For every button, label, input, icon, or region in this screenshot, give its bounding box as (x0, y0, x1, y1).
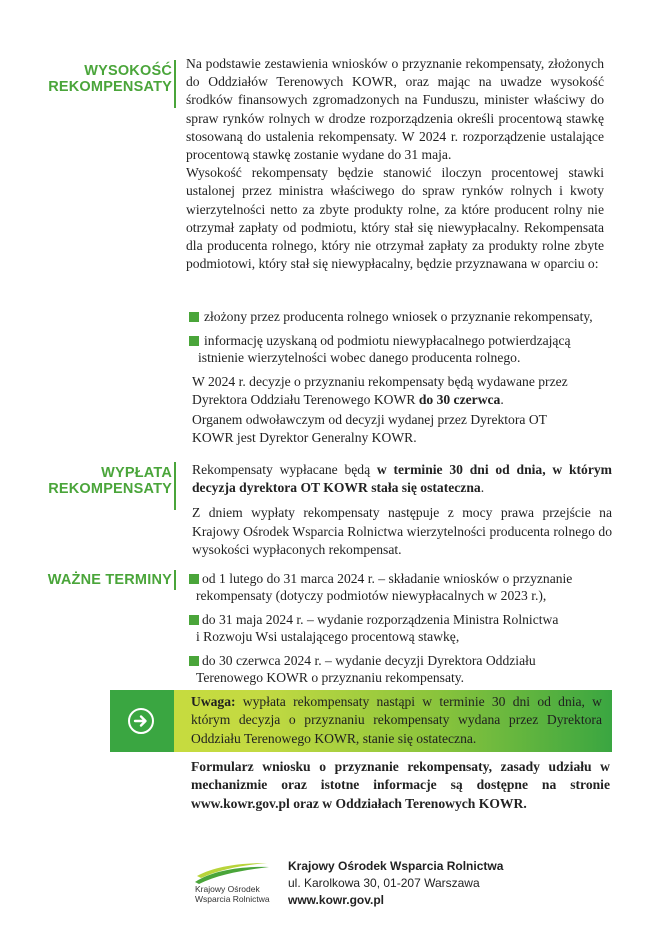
decision-text: W 2024 r. decyzje o przyznaniu rekompensaty będą wydawane przez Dyrektora Oddziału Terenowego KOWR do 30 czerwca. (192, 374, 568, 407)
arrow-right-circle-icon (128, 708, 154, 734)
list-item: informację uzyskaną od podmiotu niewypłacalnego potwierdzającą (189, 332, 571, 350)
square-bullet-icon (189, 615, 199, 625)
list-item-continuation: rekompensaty (dotyczy podmiotów niewypłacalnych w 2023 r.), (196, 588, 547, 603)
section-body-wyplata (192, 461, 612, 559)
section-label-line1: WYSOKOŚĆ (84, 63, 172, 79)
square-bullet-icon (189, 336, 199, 346)
list-item: złożony przez producenta rolnego wniosek o przyznanie rekompensaty, (189, 308, 593, 326)
section-label-terminy: WAŻNE TERMINY (47, 572, 172, 588)
square-bullet-icon (189, 312, 199, 322)
section-divider (174, 462, 176, 510)
list-item-continuation: Terenowego KOWR o przyznaniu rekompensaty. (196, 670, 465, 685)
section-label-line2: REKOMPENSATY (48, 79, 172, 95)
list-item-continuation: istnienie wierzytelności wobec danego producenta rolnego. (198, 350, 521, 365)
appeal-text: Organem odwoławczym od decyzji wydanej przez Dyrektora OT KOWR jest Dyrektor Generalny KOWR. (192, 412, 547, 445)
address: ul. Karolkowa 30, 01-207 Warszawa (288, 876, 480, 890)
list-item: do 31 maja 2024 r. – wydanie rozporządzenia Ministra Rolnictwa (189, 611, 558, 629)
footer-contact (288, 858, 503, 909)
square-bullet-icon (189, 656, 199, 666)
final-note: Formularz wniosku o przyznanie rekompensaty, zasady udziału w mechanizmie oraz istotne informacje są dostępne na stronie www.kowr.gov.pl oraz w Oddziałach Terenowych KOWR. (191, 759, 610, 811)
website-link[interactable]: www.kowr.gov.pl (288, 893, 385, 907)
logo-text: Krajowy Ośrodek Wsparcia Rolnictwa (195, 884, 270, 904)
section-divider (174, 60, 176, 108)
section-label-wyplata: WYPŁATA REKOMPENSATY (48, 465, 172, 497)
list-item-continuation: i Rozwoju Wsi ustalającego procentową stawkę, (196, 629, 460, 644)
paragraph: Z dniem wypłaty rekompensaty następuje z mocy prawa przejście na Krajowy Ośrodek Wsparcia Rolnictwa wierzytelności producenta rolnego do wysokości wypłaconych rekompensat. (192, 505, 612, 557)
paragraph: Rekompensaty wypłacane będą w terminie 30 dni od dnia, w którym decyzja dyrektora OT KOWR stała się ostateczna. (192, 462, 612, 496)
notice-text: Uwaga: wypłata rekompensaty nastąpi w terminie 30 dni od dnia, w którym decyzja o przyznaniu rekompensaty wydana przez Dyrektora Oddziału Terenowego KOWR, stanie się ostateczna. (191, 694, 602, 746)
list-item: do 30 czerwca 2024 r. – wydanie decyzji Dyrektora Oddziału (189, 652, 536, 670)
paragraph: Na podstawie zestawienia wniosków o przyznanie rekompensaty, złożonych do Oddziałów Terenowych KOWR, oraz mając na uwadze wysokość środków finansowych zgromadzonych na Funduszu, minister właściwy do spraw rynków rolnych w drodze rozporządzenia określi procentową stawkę stosowaną do ustalenia rekompensaty. W 2024 r. rozporządzenie ustalające procentową stawkę zostanie wydane do 31 maja. (186, 56, 604, 163)
paragraph: Wysokość rekompensaty będzie stanowić iloczyn procentowej stawki ustalonej przez ministra właściwego do spraw rynków rolnych i kwoty wierzytelności netto za zbyte produkty rolne, za które producent rolny nie otrzymał zapłaty od podmiotu, który stał się niewypłacalny. Rekompensata dla producenta rolnego, który nie otrzymał zapłaty za produkty rolne zbyte podmiotowi, który stał się niewypłacalny, będzie przyznawana w oparciu o: (186, 165, 604, 272)
section-divider (174, 570, 176, 590)
section-body-wysokosc (186, 55, 604, 273)
org-name: Krajowy Ośrodek Wsparcia Rolnictwa (288, 859, 504, 873)
square-bullet-icon (189, 574, 199, 584)
list-item: od 1 lutego do 31 marca 2024 r. – składanie wniosków o przyznanie (189, 570, 572, 588)
section-label-wysokosc (48, 63, 172, 95)
